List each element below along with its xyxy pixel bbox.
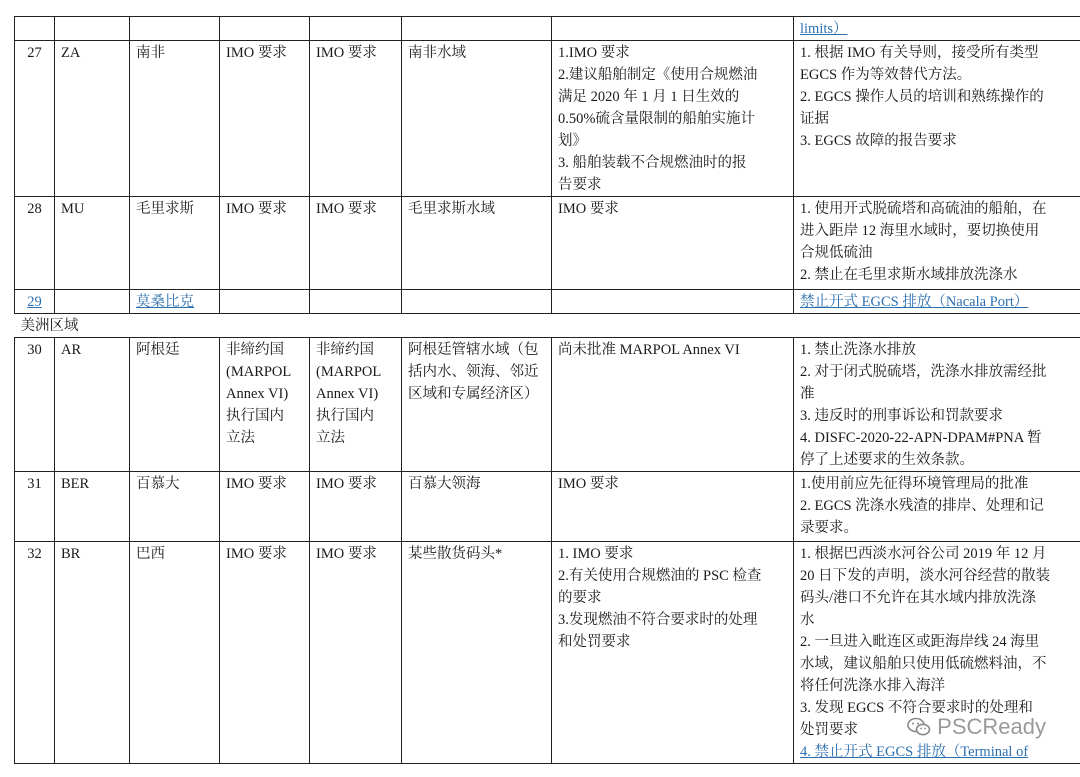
name-cell: 毛里求斯	[130, 197, 220, 290]
cell	[552, 472, 794, 542]
code-cell: AR	[55, 338, 130, 472]
region-heading: 美洲区域	[15, 314, 1080, 338]
text-line: IMO 要求	[226, 546, 287, 562]
cell	[794, 290, 1080, 314]
cell	[402, 338, 552, 472]
cell	[794, 17, 1080, 41]
text-line: 执行国内	[316, 408, 374, 424]
text-line: 的要求	[558, 590, 602, 606]
cell	[794, 472, 1080, 542]
name-cell: 南非	[130, 41, 220, 197]
text-line: 南非水域	[408, 45, 466, 61]
text-line: Annex VI)	[226, 386, 289, 402]
text-line: 3. EGCS 故障的报告要求	[800, 133, 957, 149]
text-line: 1. 使用开式脱硫塔和高硫油的船舶，在	[800, 201, 1047, 217]
text-line: 1. IMO 要求	[558, 546, 634, 562]
text-line: 百慕大领海	[408, 476, 481, 492]
num-cell: 31	[15, 472, 55, 542]
text-line: 2. 一旦进入毗连区或距海岸线 24 海里	[800, 634, 1040, 650]
cell	[794, 197, 1080, 290]
cell	[310, 338, 402, 472]
cell-lines	[800, 543, 1074, 741]
code-cell: ZA	[55, 41, 130, 197]
cell	[310, 290, 402, 314]
text-line: 阿根廷管辖水域（包	[408, 342, 539, 358]
num-cell: 30	[15, 338, 55, 472]
text-line: 证据	[800, 111, 829, 127]
text-line: 划》	[558, 133, 587, 149]
text-line: 2.建议船舶制定《使用合规燃油	[558, 67, 758, 83]
text-line: 3. 发现 EGCS 不符合要求时的处理和	[800, 700, 1033, 716]
text-line: IMO 要求	[316, 201, 377, 217]
cell	[310, 41, 402, 197]
text-line: 2. 对于闭式脱硫塔，洗涤水排放需经批	[800, 364, 1047, 380]
text-line: IMO 要求	[226, 476, 287, 492]
text-line: 1.IMO 要求	[558, 45, 630, 61]
text-line: IMO 要求	[558, 476, 619, 492]
num-cell: 28	[15, 197, 55, 290]
table-row	[15, 472, 1080, 542]
cell	[220, 41, 310, 197]
cell	[310, 17, 402, 41]
cell	[310, 197, 402, 290]
code-cell: BER	[55, 472, 130, 542]
text-line: 非缔约国	[316, 342, 374, 358]
text-line: 尚未批准 MARPOL Annex VI	[558, 342, 740, 358]
text-line: EGCS 作为等效替代方法。	[800, 67, 972, 83]
cell	[402, 41, 552, 197]
text-line: 2.有关使用合规燃油的 PSC 检查	[558, 568, 762, 584]
name-cell	[130, 290, 220, 314]
num-cell: 27	[15, 41, 55, 197]
cell	[220, 542, 310, 764]
watermark-text: PSCReady	[937, 714, 1046, 739]
cell	[552, 197, 794, 290]
text-line: 录要求。	[800, 520, 858, 536]
text-line: 将任何洗涤水排入海洋	[800, 678, 945, 694]
cell	[220, 290, 310, 314]
watermark	[907, 714, 1046, 740]
cell	[310, 542, 402, 764]
table-row	[15, 17, 1080, 41]
text-line: 立法	[316, 430, 345, 446]
text-line: 某些散货码头*	[408, 546, 503, 562]
text-line: 3. 船舶装载不合规燃油时的报	[558, 155, 747, 171]
text-line: 2. EGCS 操作人员的培训和熟练操作的	[800, 89, 1044, 105]
cell	[402, 197, 552, 290]
text-line: Annex VI)	[316, 386, 379, 402]
cell	[402, 472, 552, 542]
text-line: 括内水、领海、邻近	[408, 364, 539, 380]
text-line: 2. EGCS 洗涤水残渣的排岸、处理和记	[800, 498, 1044, 514]
cell	[220, 17, 310, 41]
text-line: 执行国内	[226, 408, 284, 424]
link-text[interactable]	[800, 18, 1074, 40]
text-line: 毛里求斯水域	[408, 201, 495, 217]
text-line: 水域，建议船舶只使用低硫燃料油，不	[800, 656, 1047, 672]
text-line: 4. DISFC-2020-22-APN-DPAM#PNA 暂	[800, 430, 1042, 446]
cell	[552, 338, 794, 472]
cell	[402, 17, 552, 41]
cell	[220, 472, 310, 542]
text-line: 2. 禁止在毛里求斯水域排放洗涤水	[800, 267, 1018, 283]
code-cell: MU	[55, 197, 130, 290]
text-line: IMO 要求	[226, 201, 287, 217]
text-line: 码头/港口不允许在其水域内排放洗涤	[800, 590, 1037, 606]
text-line: 禁止开式 EGCS 排放（Nacala Port）	[800, 294, 1029, 310]
text-line: 1. 根据 IMO 有关导则，接受所有类型	[800, 45, 1039, 61]
text-line: 3. 违反时的刑事诉讼和罚款要求	[800, 408, 1003, 424]
text-line: 处罚要求	[800, 722, 858, 738]
code-cell	[55, 17, 130, 41]
region-row	[15, 314, 1080, 338]
wechat-icon	[907, 717, 931, 737]
text-line: IMO 要求	[558, 201, 619, 217]
cell	[552, 542, 794, 764]
text-line: 3.发现燃油不符合要求时的处理	[558, 612, 758, 628]
link-text[interactable]: 莫桑比克	[136, 294, 194, 310]
num-cell: 32	[15, 542, 55, 764]
cell	[310, 472, 402, 542]
name-cell: 巴西	[130, 542, 220, 764]
link-text[interactable]: 4. 禁止开式 EGCS 排放（Terminal of	[800, 744, 1029, 760]
text-line: 1.使用前应先征得环境管理局的批准	[800, 476, 1029, 492]
text-line: IMO 要求	[226, 45, 287, 61]
text-line: 合规低硫油	[800, 245, 873, 261]
name-cell: 阿根廷	[130, 338, 220, 472]
text-line: 1. 根据巴西淡水河谷公司 2019 年 12 月	[800, 546, 1047, 562]
code-cell	[55, 290, 130, 314]
cell	[220, 338, 310, 472]
cell	[402, 290, 552, 314]
cell	[402, 542, 552, 764]
text-line: IMO 要求	[316, 45, 377, 61]
code-cell: BR	[55, 542, 130, 764]
table-row	[15, 290, 1080, 314]
link-text[interactable]	[800, 291, 1074, 313]
table-row	[15, 338, 1080, 472]
cell	[552, 17, 794, 41]
text-line: 非缔约国	[226, 342, 284, 358]
text-line: 0.50%硫含量限制的船舶实施计	[558, 111, 755, 127]
text-line: 水	[800, 612, 815, 628]
link-text[interactable]: 29	[27, 294, 42, 310]
text-line: limits）	[800, 21, 848, 37]
text-line: 立法	[226, 430, 255, 446]
num-cell	[15, 17, 55, 41]
text-line: 满足 2020 年 1 月 1 日生效的	[558, 89, 740, 105]
text-line: 1. 禁止洗涤水排放	[800, 342, 916, 358]
text-line: (MARPOL	[316, 364, 382, 380]
cell	[552, 41, 794, 197]
cell	[552, 290, 794, 314]
text-line: 20 日下发的声明，淡水河谷经营的散装	[800, 568, 1051, 584]
text-line: 准	[800, 386, 815, 402]
text-line: (MARPOL	[226, 364, 292, 380]
cell	[220, 197, 310, 290]
text-line: 告要求	[558, 177, 602, 193]
cell	[794, 41, 1080, 197]
text-line: IMO 要求	[316, 476, 377, 492]
text-line: 停了上述要求的生效条款。	[800, 452, 974, 468]
cell	[794, 338, 1080, 472]
name-cell	[130, 17, 220, 41]
regulation-table	[14, 16, 1080, 764]
text-line: 进入距岸 12 海里水域时，要切换使用	[800, 223, 1040, 239]
table-row	[15, 41, 1080, 197]
table-row	[15, 197, 1080, 290]
name-cell: 百慕大	[130, 472, 220, 542]
text-line: 区域和专属经济区）	[408, 386, 539, 402]
text-line: IMO 要求	[316, 546, 377, 562]
text-line: 和处罚要求	[558, 634, 631, 650]
num-cell	[15, 290, 55, 314]
